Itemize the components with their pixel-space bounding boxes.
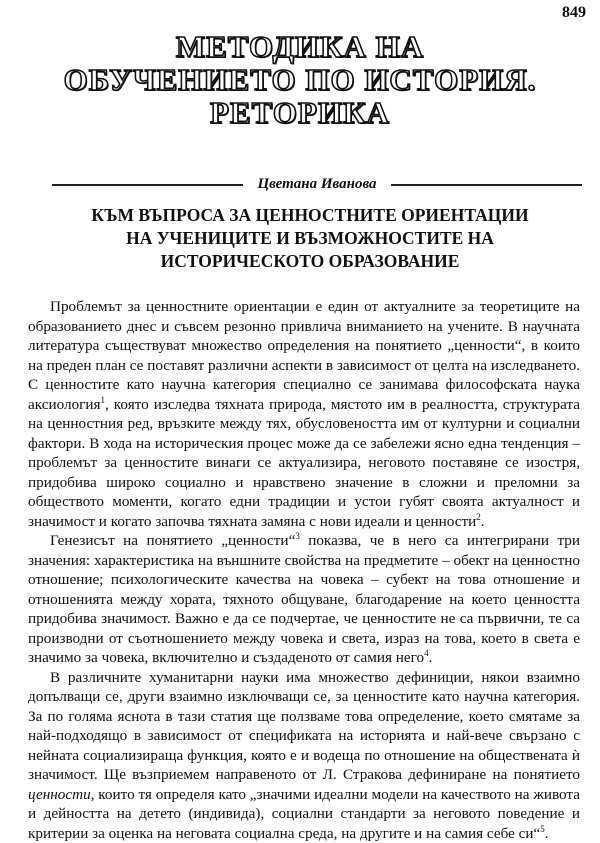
emphasized-term: ценности	[28, 786, 91, 803]
paragraph-3	[28, 668, 580, 843]
article-title	[50, 204, 570, 273]
paragraph-text: Генезисът на понятието „ценности“	[50, 532, 295, 549]
paragraph-text: , която изследва тяхната природа, мястото им в реалността, структурата на ценностния ред, връзките между тях, обусловеността им от културни и социални фактори. В хода на историческия процес може да се забележи ясно една тенденция – проблемът за ценностите винаги се актуализира, неговото поставяне се изостря, придобива широко социално и нравствено значение в сложни и преломни за обществото моменти, когато едни традиции и устои губят своята актуалност и значимост и когато започва тяхната замяна с нови идеали и ценности	[28, 396, 580, 530]
rule-right	[391, 184, 582, 186]
article-title-line: КЪМ ВЪПРОСА ЗА ЦЕННОСТНИТЕ ОРИЕНТАЦИИ	[91, 205, 528, 225]
footnote-marker[interactable]: 3	[295, 531, 300, 541]
article-title-line: ИСТОРИЧЕСКОТО ОБРАЗОВАНИЕ	[161, 251, 460, 271]
author-name: Цветана Иванова	[243, 176, 390, 193]
paragraph-2	[28, 531, 580, 668]
rule-left	[52, 184, 243, 186]
paragraph-text: .	[429, 649, 433, 666]
paragraph-text: , които тя определя като „значими идеални модели на качеството на живота и дейността на детето (индивида), социални стандарти за неговото поведение и критерии за оценка на неговата социална среда, на другите и на самия себе си“	[28, 786, 580, 842]
section-title-line: РЕТОРИКА	[210, 95, 390, 130]
article-body	[28, 297, 580, 843]
section-title-line: ОБУЧЕНИЕТО ПО ИСТОРИЯ.	[64, 62, 537, 97]
paragraph-text: Проблемът за ценностните ориентации е един от актуалните за теоретиците на образованието днес и съвсем резонно привлича вниманието на учените. В научната литература съществуват множество определения на понятието „ценности“, в които на преден план се поставят различни аспекти в зависимост от целта на изследването. С ценностите като научна категория специално се занимава философската наука аксиология	[28, 298, 580, 413]
paragraph-text: показва, че в него са интегрирани три значения: характеристика на външните свойства на предметите – обект на ценностно отношение; психологическите качества на човека – субект на това отношение и отношенията между хората, тяхното общуване, благодарение на което ценността придобива значимост. Важно е да се подчертае, че ценностите не са първични, те са производни от съотношението между човека и света, израз на това, което в света е значимо за човека, включително и създаденото от самия него	[28, 532, 580, 666]
footnote-marker[interactable]: 5	[540, 823, 545, 833]
page-number: 849	[562, 4, 586, 22]
paragraph-1	[28, 297, 580, 531]
section-title-line: МЕТОДИКА НА	[176, 29, 424, 64]
footnote-marker[interactable]: 1	[101, 394, 106, 404]
paragraph-text: В различните хуманитарни науки има множество дефиниции, някои взаимно допълващи се, други взаимно изключващи се, за ценностите като научна категория. За по голяма яснота в тази статия ще ползваме това определение, което смятаме за най-подходящо в зависимост от спецификата на историята и най-вече свързано с нейната социализираща функция, която е и водеща по отношение на обществената ѝ значимост. Ще възприемем направеното от Л. Стракова дефиниране на понятието	[28, 669, 580, 784]
footnote-marker[interactable]: 2	[476, 511, 481, 521]
footnote-marker[interactable]: 4	[424, 648, 429, 658]
paragraph-text: .	[481, 513, 485, 530]
paragraph-text: .	[545, 825, 549, 842]
article-title-line: НА УЧЕНИЦИТЕ И ВЪЗМОЖНОСТИТЕ НА	[126, 228, 494, 248]
section-title	[0, 30, 600, 129]
author-rule	[52, 176, 582, 193]
